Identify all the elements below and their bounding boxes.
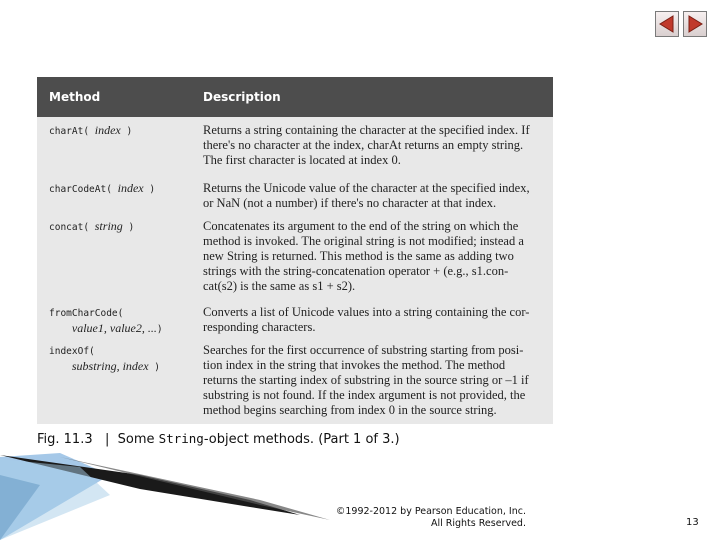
method-description: Returns the Unicode value of the character at the specified index, or NaN (not a number) if there's no character at that index. <box>203 181 530 210</box>
page-number: 13 <box>686 517 699 528</box>
method-description: Concatenates its argument to the end of the string on which the method is invoked. The original string is not modified; instead a new String is returned. This method is the same as adding two strings with the string-concatenation operator + (e.g., s1.con- cat(s2) is the same as s1 + s2). <box>203 219 524 293</box>
method-description: Converts a list of Unicode values into a string containing the cor- responding characters. <box>203 305 530 334</box>
copyright-notice <box>300 506 526 530</box>
caption-text-pre: Some <box>117 432 159 447</box>
triangle-right-icon <box>686 15 704 33</box>
method-signature: charCodeAt( index ) <box>49 181 156 195</box>
caption-separator: | <box>105 432 110 447</box>
figure-number: Fig. 11.3 <box>37 432 93 447</box>
method-signature: concat( string ) <box>49 219 135 233</box>
header-method: Method <box>49 90 101 104</box>
table-header <box>37 77 553 117</box>
copyright-line-1: ©1992-2012 by Pearson Education, Inc. <box>335 506 526 517</box>
methods-table <box>37 77 553 424</box>
header-description: Description <box>203 90 281 104</box>
caption-code: String <box>158 431 204 446</box>
method-description: Searches for the first occurrence of substring starting from posi- tion index in the string that invokes the method. The method returns the starting index of substring in the source string or –1 if substring is not found. If the index argument is not provided, the method begins searching from index 0 in the source string. <box>203 343 529 417</box>
method-signature: fromCharCode( value1, value2, ...) <box>49 308 163 335</box>
method-signature: indexOf( substring, index ) <box>49 346 161 373</box>
previous-slide-button[interactable] <box>655 11 679 37</box>
caption-text-post: -object methods. (Part 1 of 3.) <box>203 432 400 447</box>
triangle-left-icon <box>658 15 676 33</box>
method-description: Returns a string containing the character at the specified index. If there's no character at the index, charAt returns an empty string. The first character is located at index 0. <box>203 123 530 167</box>
method-signature: charAt( index ) <box>49 123 133 137</box>
next-slide-button[interactable] <box>683 11 707 37</box>
copyright-line-2: All Rights Reserved. <box>430 518 526 529</box>
